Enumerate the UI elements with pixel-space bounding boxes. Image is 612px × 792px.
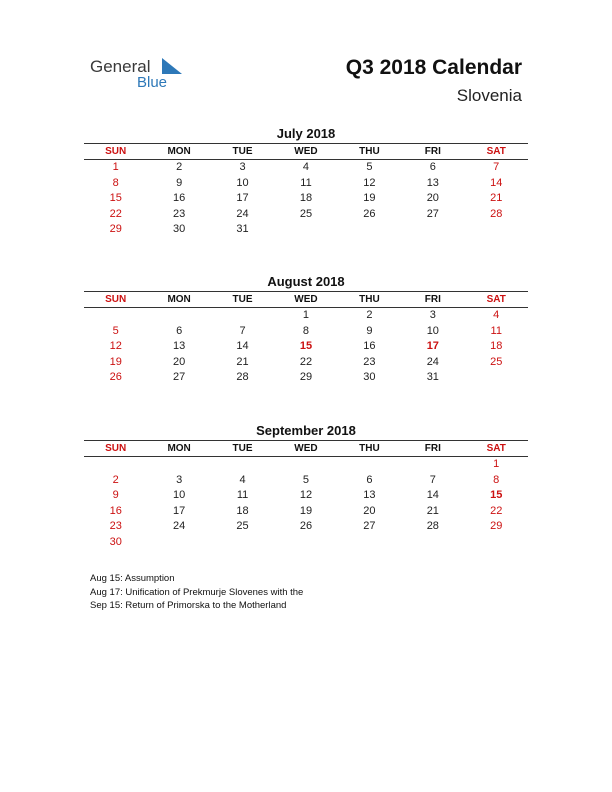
day-cell: 17 <box>236 192 249 205</box>
day-cell: 3 <box>239 161 246 173</box>
week-row <box>84 191 528 207</box>
weekday-label: MON <box>167 443 191 454</box>
day-cell <box>84 308 147 324</box>
day-cell: 14 <box>236 340 249 353</box>
month-september <box>84 421 528 551</box>
day-cell: 24 <box>236 207 249 220</box>
holiday-day-cell: 15 <box>490 489 503 502</box>
day-cell: 26 <box>109 371 122 384</box>
week-row <box>84 324 528 340</box>
day-cell <box>147 457 210 473</box>
day-cell: 11 <box>300 176 312 189</box>
day-cell: 29 <box>109 223 122 236</box>
day-cell: 9 <box>366 324 373 337</box>
day-cell: 15 <box>109 192 122 205</box>
logo <box>90 55 200 95</box>
day-cell: 1 <box>112 161 119 173</box>
day-cell: 28 <box>236 371 249 384</box>
month-title: August 2018 <box>267 274 345 289</box>
day-cell: 19 <box>363 192 376 205</box>
day-cell: 23 <box>363 355 376 368</box>
week-row <box>84 355 528 371</box>
day-cell: 27 <box>426 207 439 220</box>
weekday-label: SUN <box>105 443 127 454</box>
day-cell: 16 <box>363 340 376 353</box>
month-august <box>84 272 528 386</box>
week-row <box>84 207 528 223</box>
day-cell: 13 <box>426 176 439 189</box>
day-cell: 3 <box>176 473 183 486</box>
day-cell <box>147 535 210 551</box>
day-cell: 28 <box>490 207 503 220</box>
day-cell: 21 <box>490 192 503 205</box>
day-cell <box>465 222 528 238</box>
day-cell: 12 <box>109 340 122 353</box>
day-cell: 14 <box>490 176 503 189</box>
day-cell <box>401 535 464 551</box>
weekday-label: SUN <box>105 146 127 157</box>
weekday-header-row <box>84 143 528 160</box>
day-cell: 8 <box>493 473 500 486</box>
day-cell: 6 <box>176 324 183 337</box>
day-cell <box>211 535 274 551</box>
holiday-day-cell: 15 <box>299 340 313 353</box>
day-cell: 25 <box>299 207 313 220</box>
day-cell: 30 <box>363 371 376 384</box>
day-cell: 30 <box>173 223 186 236</box>
weekday-label: TUE <box>232 443 253 454</box>
day-cell: 26 <box>363 207 376 220</box>
week-row <box>84 339 528 355</box>
day-cell <box>465 370 528 386</box>
day-cell: 27 <box>173 371 186 384</box>
day-cell: 14 <box>426 489 439 502</box>
day-cell: 5 <box>302 473 310 486</box>
day-cell: 19 <box>299 504 313 517</box>
logo-blue-text: Blue <box>137 74 168 91</box>
day-cell: 2 <box>176 161 183 173</box>
day-cell <box>465 535 528 551</box>
day-cell: 27 <box>363 520 376 533</box>
day-cell: 10 <box>173 489 186 502</box>
holiday-note: Sep 15: Return of Primorska to the Motherland <box>90 600 287 611</box>
day-cell: 9 <box>176 176 183 189</box>
weekday-label: FRI <box>424 443 441 454</box>
day-cell: 29 <box>299 371 313 384</box>
day-cell: 24 <box>426 355 439 368</box>
weekday-label: MON <box>167 294 191 305</box>
day-cell: 5 <box>366 161 373 173</box>
day-cell: 22 <box>299 355 313 368</box>
day-cell: 18 <box>236 504 249 517</box>
day-cell: 1 <box>493 458 500 470</box>
day-cell <box>211 308 274 324</box>
day-cell: 6 <box>366 473 373 486</box>
day-cell: 7 <box>493 161 500 173</box>
holiday-note: Aug 15: Assumption <box>90 573 175 584</box>
day-cell: 4 <box>302 161 310 173</box>
day-cell: 16 <box>173 192 186 205</box>
week-row <box>84 308 528 324</box>
day-cell <box>338 535 401 551</box>
day-cell: 6 <box>429 161 436 173</box>
day-cell: 7 <box>239 324 246 337</box>
day-cell: 22 <box>109 207 122 220</box>
day-cell <box>338 222 401 238</box>
day-cell: 25 <box>236 520 249 533</box>
day-cell <box>274 222 337 238</box>
weekday-label: SAT <box>486 443 506 454</box>
day-cell: 31 <box>426 371 439 384</box>
weekday-label: MON <box>167 146 191 157</box>
day-cell <box>84 457 147 473</box>
month-title: September 2018 <box>256 423 356 438</box>
weekday-label: THU <box>359 146 380 157</box>
day-cell <box>274 535 337 551</box>
logo-general-text: General <box>90 57 151 76</box>
month-title: July 2018 <box>276 126 336 141</box>
day-cell: 8 <box>112 176 119 189</box>
day-cell: 31 <box>236 223 249 236</box>
day-cell <box>401 457 464 473</box>
page-title: Q3 2018 Calendar <box>345 56 522 79</box>
week-row <box>84 519 528 535</box>
month-july <box>84 124 528 238</box>
day-cell: 26 <box>299 520 313 533</box>
week-row <box>84 160 528 176</box>
day-cell: 23 <box>173 207 186 220</box>
day-cell <box>338 457 401 473</box>
day-cell <box>147 308 210 324</box>
day-cell: 30 <box>109 535 122 548</box>
day-cell: 13 <box>173 340 186 353</box>
holiday-day-cell: 17 <box>426 340 439 353</box>
day-cell: 18 <box>299 192 313 205</box>
week-row <box>84 535 528 551</box>
weekday-label: SAT <box>486 146 506 157</box>
day-cell: 11 <box>490 324 502 337</box>
day-cell: 10 <box>236 176 249 189</box>
weekday-label: FRI <box>424 294 441 305</box>
day-cell: 1 <box>302 309 310 321</box>
day-cell: 16 <box>109 504 122 517</box>
week-row <box>84 370 528 386</box>
weekday-label: SAT <box>486 294 506 305</box>
day-cell: 25 <box>490 355 503 368</box>
day-cell <box>211 457 274 473</box>
country-name: Slovenia <box>456 86 522 105</box>
weekday-label: WED <box>294 443 318 454</box>
day-cell: 18 <box>490 340 503 353</box>
day-cell: 23 <box>109 520 122 533</box>
day-cell: 10 <box>426 324 439 337</box>
day-cell: 24 <box>173 520 186 533</box>
week-row <box>84 504 528 520</box>
day-cell: 21 <box>426 504 439 517</box>
week-row <box>84 488 528 504</box>
day-cell: 20 <box>426 192 439 205</box>
day-cell: 20 <box>363 504 376 517</box>
day-cell: 9 <box>112 489 119 502</box>
day-cell: 4 <box>493 309 500 321</box>
weekday-header-row <box>84 291 528 308</box>
day-cell: 8 <box>302 324 310 337</box>
day-cell: 5 <box>112 324 119 337</box>
week-row <box>84 457 528 473</box>
weekday-header-row <box>84 440 528 457</box>
weekday-label: THU <box>359 294 380 305</box>
weekday-label: FRI <box>424 146 441 157</box>
weekday-label: TUE <box>232 146 253 157</box>
weekday-label: THU <box>359 443 380 454</box>
holiday-note: Aug 17: Unification of Prekmurje Slovenes with the <box>90 586 304 598</box>
day-cell: 12 <box>363 176 376 189</box>
day-cell: 2 <box>366 309 373 321</box>
day-cell: 17 <box>173 504 186 517</box>
day-cell: 7 <box>429 473 436 486</box>
day-cell <box>274 457 337 473</box>
day-cell: 2 <box>112 473 119 486</box>
day-cell: 19 <box>109 355 122 368</box>
day-cell: 4 <box>239 473 246 486</box>
week-row <box>84 176 528 192</box>
day-cell: 22 <box>490 504 503 517</box>
day-cell: 20 <box>173 355 186 368</box>
day-cell <box>401 222 464 238</box>
day-cell: 13 <box>363 489 376 502</box>
day-cell: 28 <box>426 520 439 533</box>
week-row <box>84 473 528 489</box>
weekday-label: SUN <box>105 294 127 305</box>
day-cell: 3 <box>429 309 436 321</box>
holiday-notes <box>90 572 303 613</box>
weekday-label: WED <box>294 294 318 305</box>
day-cell: 29 <box>490 520 503 533</box>
weekday-label: WED <box>294 146 318 157</box>
day-cell: 12 <box>299 489 313 502</box>
weekday-label: TUE <box>232 294 253 305</box>
week-row <box>84 222 528 238</box>
day-cell: 21 <box>236 355 249 368</box>
day-cell: 11 <box>236 489 249 502</box>
